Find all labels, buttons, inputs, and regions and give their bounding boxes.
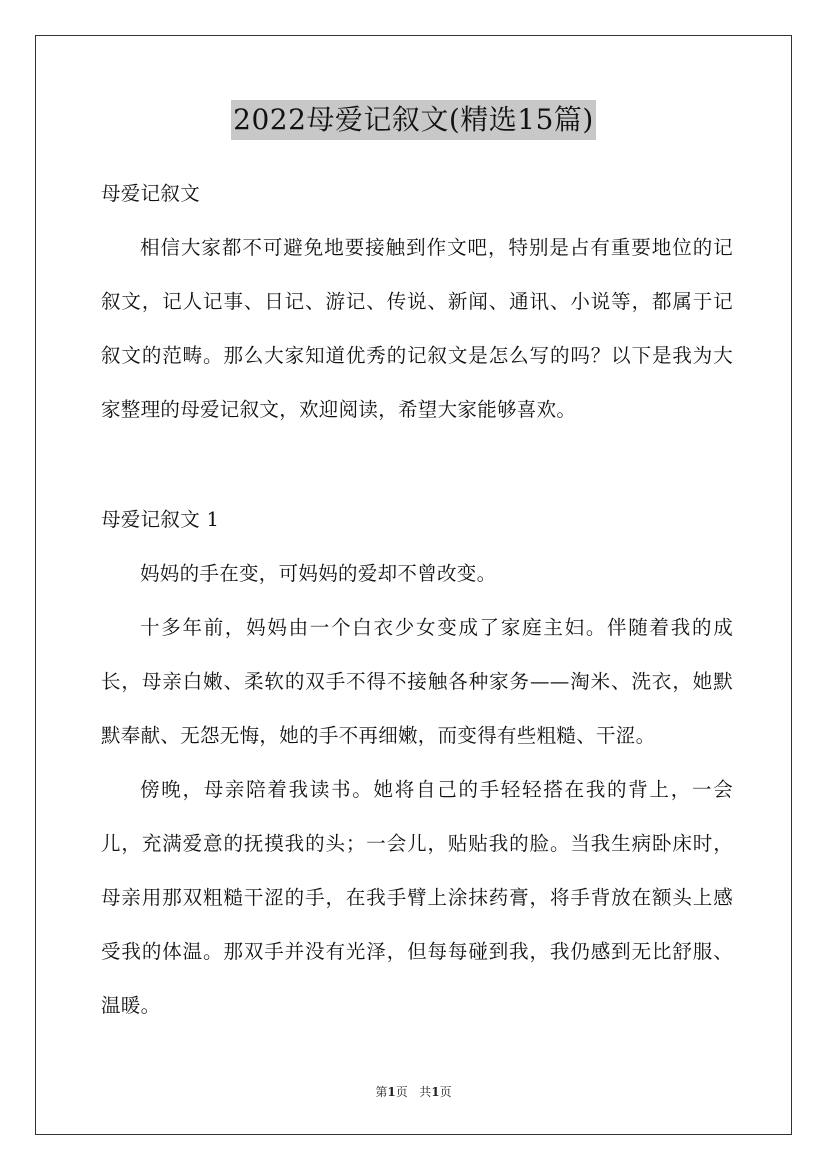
section-heading: 母爱记叙文 1	[101, 508, 220, 531]
body-paragraph: 妈妈的手在变，可妈妈的爱却不曾改变。	[140, 562, 497, 585]
page-suffix: 页	[395, 1085, 408, 1099]
page-prefix: 第	[375, 1085, 388, 1099]
intro-paragraph: 相信大家都不可避免地要接触到作文吧，特别是占有重要地位的记叙文，记人记事、日记、游记、传说、新闻、通讯、小说等，都属于记叙文的范畴。那么大家知道优秀的记叙文是怎么写的吗？以下是我为大家整理的母爱记叙文，欢迎阅读，希望大家能够喜欢。	[101, 236, 733, 421]
body-paragraph: 十多年前，妈妈由一个白衣少女变成了家庭主妇。伴随着我的成长，母亲白嫩、柔软的双手不得不接触各种家务——淘米、洗衣，她默默奉献、无怨无悔，她的手不再细嫩，而变得有些粗糙、干涩。	[101, 616, 733, 747]
document-body-section	[101, 493, 733, 1033]
total-prefix: 共	[419, 1085, 432, 1099]
total-suffix: 页	[439, 1085, 452, 1099]
page-number: 1	[387, 1085, 396, 1099]
body-paragraph: 傍晚，母亲陪着我读书。她将自己的手轻轻搭在我的背上，一会儿，充满爱意的抚摸我的头；一会儿，贴贴我的脸。当我生病卧床时，母亲用那双粗糙干涩的手，在我手臂上涂抹药膏，将手背放在额头上感受我的体温。那双手并没有光泽，但每每碰到我，我仍感到无比舒服、温暖。	[101, 778, 733, 1017]
total-pages: 1	[431, 1085, 440, 1099]
title-area	[0, 100, 827, 140]
page-footer	[0, 1083, 827, 1100]
intro-heading: 母爱记叙文	[101, 182, 201, 205]
document-title: 2022母爱记叙文(精选15篇)	[231, 100, 596, 140]
document-body-intro	[101, 167, 733, 437]
